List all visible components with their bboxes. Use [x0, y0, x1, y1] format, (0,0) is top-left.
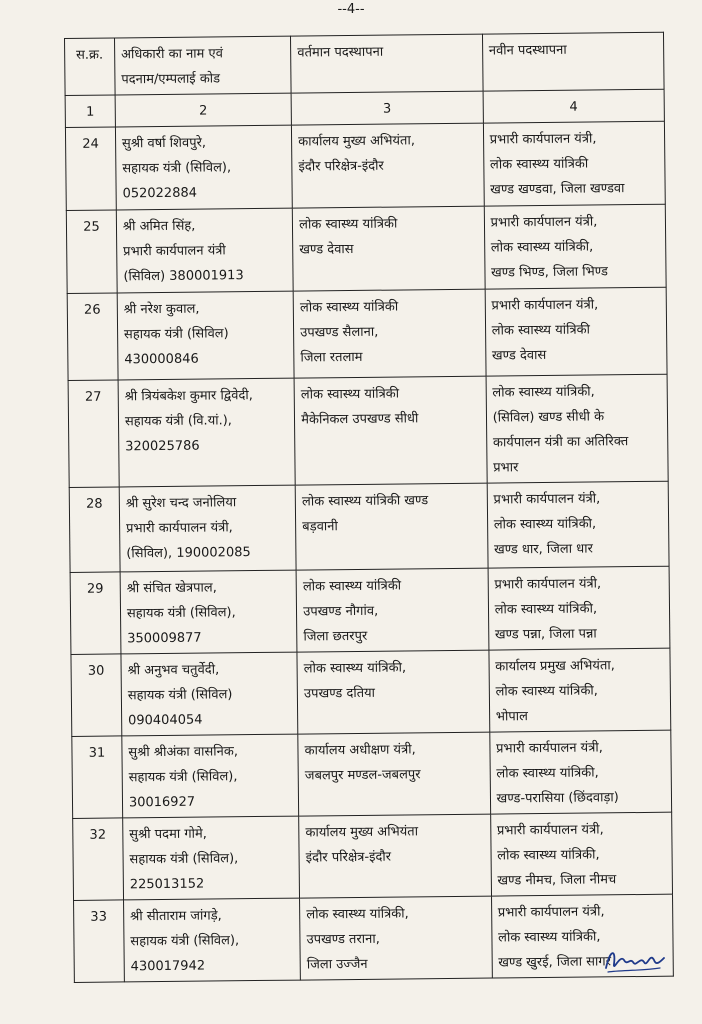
current-posting-line: इंदौर परिक्षेत्र-इंदौर [305, 849, 392, 866]
table-row [65, 121, 665, 210]
officer-line: 052022884 [122, 185, 198, 202]
current-posting-cell [295, 483, 487, 570]
current-posting-line: जबलपुर मण्डल-जबलपुर [304, 767, 421, 784]
officer-line: 225013152 [129, 876, 205, 893]
new-posting-line: खण्ड भिण्ड, जिला भिण्ड [491, 264, 608, 281]
new-posting-line: कार्यपालन यंत्री का अतिरिक्त [492, 434, 629, 451]
new-posting-line: खण्ड धार, जिला धार [493, 541, 593, 558]
column-number: 4 [483, 89, 665, 123]
current-posting-cell [293, 289, 485, 378]
current-posting-line: बड़वानी [302, 519, 338, 535]
officer-line: सुश्री वर्षा शिवपुरे, [121, 135, 207, 152]
current-posting-cell [292, 206, 484, 291]
new-posting-line: प्रभारी कार्यपालन यंत्री, [497, 904, 605, 921]
officer-line: 430017942 [130, 958, 206, 975]
header-officer-line: अधिकारी का नाम एवं [121, 46, 224, 63]
current-posting-line: जिला रतलाम [300, 349, 363, 366]
header-serial-number: स.क्र. [65, 38, 116, 96]
officer-line: श्री नरेश कुवाल, [123, 301, 200, 318]
current-posting-cell [292, 123, 484, 208]
table-row [67, 287, 667, 380]
officer-line: सहायक यंत्री (सिविल) [127, 687, 233, 704]
officer-line: सहायक यंत्री (सिविल), [122, 160, 232, 177]
serial-number-cell: 28 [69, 487, 120, 573]
officer-line: सहायक यंत्री (सिविल), [130, 933, 240, 950]
new-posting-line: खण्ड खण्डवा, जिला खण्डवा [490, 181, 625, 198]
new-posting-line: खण्ड-परासिया (छिंदवाड़ा) [496, 790, 619, 807]
current-posting-line: उपखण्ड दतिया [303, 685, 376, 702]
column-number: 1 [65, 95, 115, 128]
table-row [72, 730, 672, 818]
header-officer-line: पदनाम/एम्पलाई कोड [121, 71, 221, 88]
officer-line: 090404054 [127, 712, 203, 729]
officer-line: श्री सुरेश चन्द जनोलिया [125, 495, 237, 512]
current-posting-line: लोक स्वास्थ्य यांत्रिकी [299, 299, 399, 316]
current-posting-cell [299, 814, 491, 898]
officer-cell [122, 734, 299, 818]
table-body [65, 32, 674, 982]
officer-cell [117, 291, 294, 380]
table-row [70, 566, 670, 654]
current-posting-line: उपखण्ड नौगांव, [303, 603, 379, 620]
new-posting-line: प्रभारी कार्यपालन यंत्री, [494, 576, 602, 593]
signature [600, 940, 670, 980]
serial-number-cell: 33 [74, 900, 125, 983]
current-posting-cell [296, 568, 488, 652]
current-posting-cell [300, 896, 492, 980]
officer-line: सुश्री श्रीअंका वासनिक, [128, 744, 239, 761]
column-number: 2 [115, 93, 292, 127]
officer-line: श्री अमित सिंह, [122, 218, 196, 235]
new-posting-line: लोक स्वास्थ्य यांत्रिकी, [492, 384, 595, 401]
new-posting-line: प्रभारी कार्यपालन यंत्री, [490, 214, 598, 231]
officer-cell [115, 125, 292, 210]
page-number: --4-- [337, 2, 365, 17]
new-posting-cell [484, 204, 666, 289]
current-posting-line: खण्ड देवास [299, 241, 354, 258]
officer-cell [116, 208, 293, 293]
transfer-table [64, 32, 674, 983]
current-posting-line: इंदौर परिक्षेत्र-इंदौर [298, 158, 384, 175]
officer-line: सहायक यंत्री (सिविल), [128, 769, 238, 786]
officer-line: (सिविल), 190002085 [126, 545, 251, 562]
serial-number-cell: 26 [67, 293, 118, 381]
new-posting-line: (सिविल) खण्ड सीधी के [492, 409, 605, 426]
new-posting-line: प्रभारी कार्यपालन यंत्री, [491, 297, 599, 314]
new-posting-cell [489, 730, 671, 814]
officer-line: 30016927 [128, 794, 196, 811]
new-posting-cell [488, 566, 670, 650]
transfer-table-container [64, 32, 674, 983]
new-posting-line: लोक स्वास्थ्य यांत्रिकी [491, 322, 591, 339]
new-posting-line: खण्ड खुरई, जिला सागर [498, 954, 612, 971]
new-posting-line: खण्ड पन्ना, जिला पन्ना [494, 626, 597, 643]
new-posting-line: लोक स्वास्थ्य यांत्रिकी, [498, 929, 601, 946]
serial-number-cell: 31 [72, 736, 123, 819]
header-new-posting: नवीन पदस्थापना [482, 32, 664, 91]
new-posting-cell [489, 648, 671, 732]
new-posting-cell [483, 121, 665, 206]
current-posting-line: कार्यालय मुख्य अभियंता, [298, 133, 416, 150]
new-posting-line: प्रभारी कार्यपालन यंत्री, [496, 822, 604, 839]
serial-number-cell: 27 [68, 380, 119, 488]
officer-line: श्री अनुभव चतुर्वेदी, [127, 662, 220, 679]
new-posting-line: लोक स्वास्थ्य यांत्रिकी [489, 156, 589, 173]
new-posting-line: खण्ड देवास [491, 347, 547, 364]
current-posting-line: लोक स्वास्थ्य यांत्रिकी [299, 216, 398, 233]
officer-line: श्री त्रियंबकेश कुमार द्विवेदी, [124, 388, 253, 405]
officer-cell [119, 485, 296, 572]
serial-number-cell: 25 [66, 210, 117, 294]
new-posting-line: खण्ड नीमच, जिला नीमच [497, 872, 617, 889]
serial-number-cell: 32 [73, 818, 124, 901]
current-posting-line: लोक स्वास्थ्य यांत्रिकी, [303, 660, 407, 677]
current-posting-line: कार्यालय मुख्य अभियंता [305, 824, 419, 841]
officer-cell [121, 652, 298, 736]
current-posting-line: मैकेनिकल उपखण्ड सीधी [301, 411, 419, 428]
officer-line: सहायक यंत्री (सिविल), [129, 851, 239, 868]
header-current-posting: वर्तमान पदस्थापना [291, 34, 483, 93]
header-officer [114, 36, 291, 95]
officer-line: श्री संचित खेत्रपाल, [126, 580, 217, 597]
current-posting-line: कार्यालय अधीक्षण यंत्री, [304, 742, 416, 759]
current-posting-line: जिला उज्जैन [306, 956, 368, 973]
current-posting-cell [294, 376, 487, 485]
current-posting-line: जिला छतरपुर [303, 628, 368, 645]
officer-line: 350009877 [127, 630, 202, 647]
header-row [65, 32, 665, 95]
new-posting-line: कार्यालय प्रमुख अभियंता, [495, 658, 615, 675]
officer-cell [118, 378, 295, 487]
new-posting-line: प्रभारी कार्यपालन यंत्री, [489, 131, 597, 148]
current-posting-line: लोक स्वास्थ्य यांत्रिकी खण्ड [301, 493, 429, 510]
officer-line: सहायक यंत्री (वि.यां.), [124, 413, 232, 430]
new-posting-line: प्रभारी कार्यपालन यंत्री, [496, 740, 603, 757]
new-posting-line: लोक स्वास्थ्य यांत्रिकी, [497, 847, 600, 864]
table-row [66, 204, 666, 293]
officer-line: सुश्री पदमा गोमे, [129, 826, 207, 843]
new-posting-line: लोक स्वास्थ्य यांत्रिकी, [495, 683, 598, 700]
new-posting-line: प्रभार [493, 460, 519, 476]
officer-line: 430000846 [124, 351, 199, 368]
table-row [73, 812, 673, 900]
serial-number-cell: 29 [70, 572, 121, 655]
current-posting-line: लोक स्वास्थ्य यांत्रिकी, [306, 906, 409, 923]
new-posting-line: भोपाल [495, 709, 528, 725]
current-posting-line: उपखण्ड सैलाना, [300, 324, 379, 341]
officer-line: प्रभारी कार्यपालन यंत्री [123, 243, 226, 260]
table-row [71, 648, 671, 736]
table-row [74, 894, 674, 982]
current-posting-line: लोक स्वास्थ्य यांत्रिकी [300, 386, 400, 403]
new-posting-cell [490, 812, 672, 896]
officer-line: सहायक यंत्री (सिविल) [123, 326, 229, 343]
officer-cell [123, 816, 300, 900]
new-posting-line: लोक स्वास्थ्य यांत्रिकी, [496, 765, 599, 782]
current-posting-cell [297, 650, 489, 734]
table-row [69, 481, 669, 572]
current-posting-line: उपखण्ड तराना, [306, 931, 380, 948]
new-posting-line: लोक स्वास्थ्य यांत्रिकी, [494, 601, 598, 618]
officer-cell [120, 570, 297, 654]
new-posting-line: लोक स्वास्थ्य यांत्रिकी, [493, 516, 597, 533]
serial-number-cell: 30 [71, 654, 122, 737]
officer-cell [123, 898, 300, 982]
officer-line: (सिविल) 380001913 [123, 268, 244, 285]
table-row [68, 374, 668, 487]
officer-line: 320025786 [125, 438, 200, 455]
new-posting-cell [485, 287, 667, 376]
new-posting-cell [487, 481, 669, 568]
column-number: 3 [291, 91, 483, 125]
current-posting-cell [298, 732, 490, 816]
new-posting-cell [486, 374, 668, 483]
new-posting-line: प्रभारी कार्यपालन यंत्री, [493, 491, 601, 508]
officer-line: श्री सीताराम जांगड़े, [130, 908, 222, 925]
new-posting-line: लोक स्वास्थ्य यांत्रिकी, [490, 239, 594, 256]
current-posting-line: लोक स्वास्थ्य यांत्रिकी [302, 578, 402, 595]
officer-line: सहायक यंत्री (सिविल), [126, 605, 236, 622]
officer-line: प्रभारी कार्यपालन यंत्री, [125, 520, 233, 537]
serial-number-cell: 24 [65, 127, 116, 211]
